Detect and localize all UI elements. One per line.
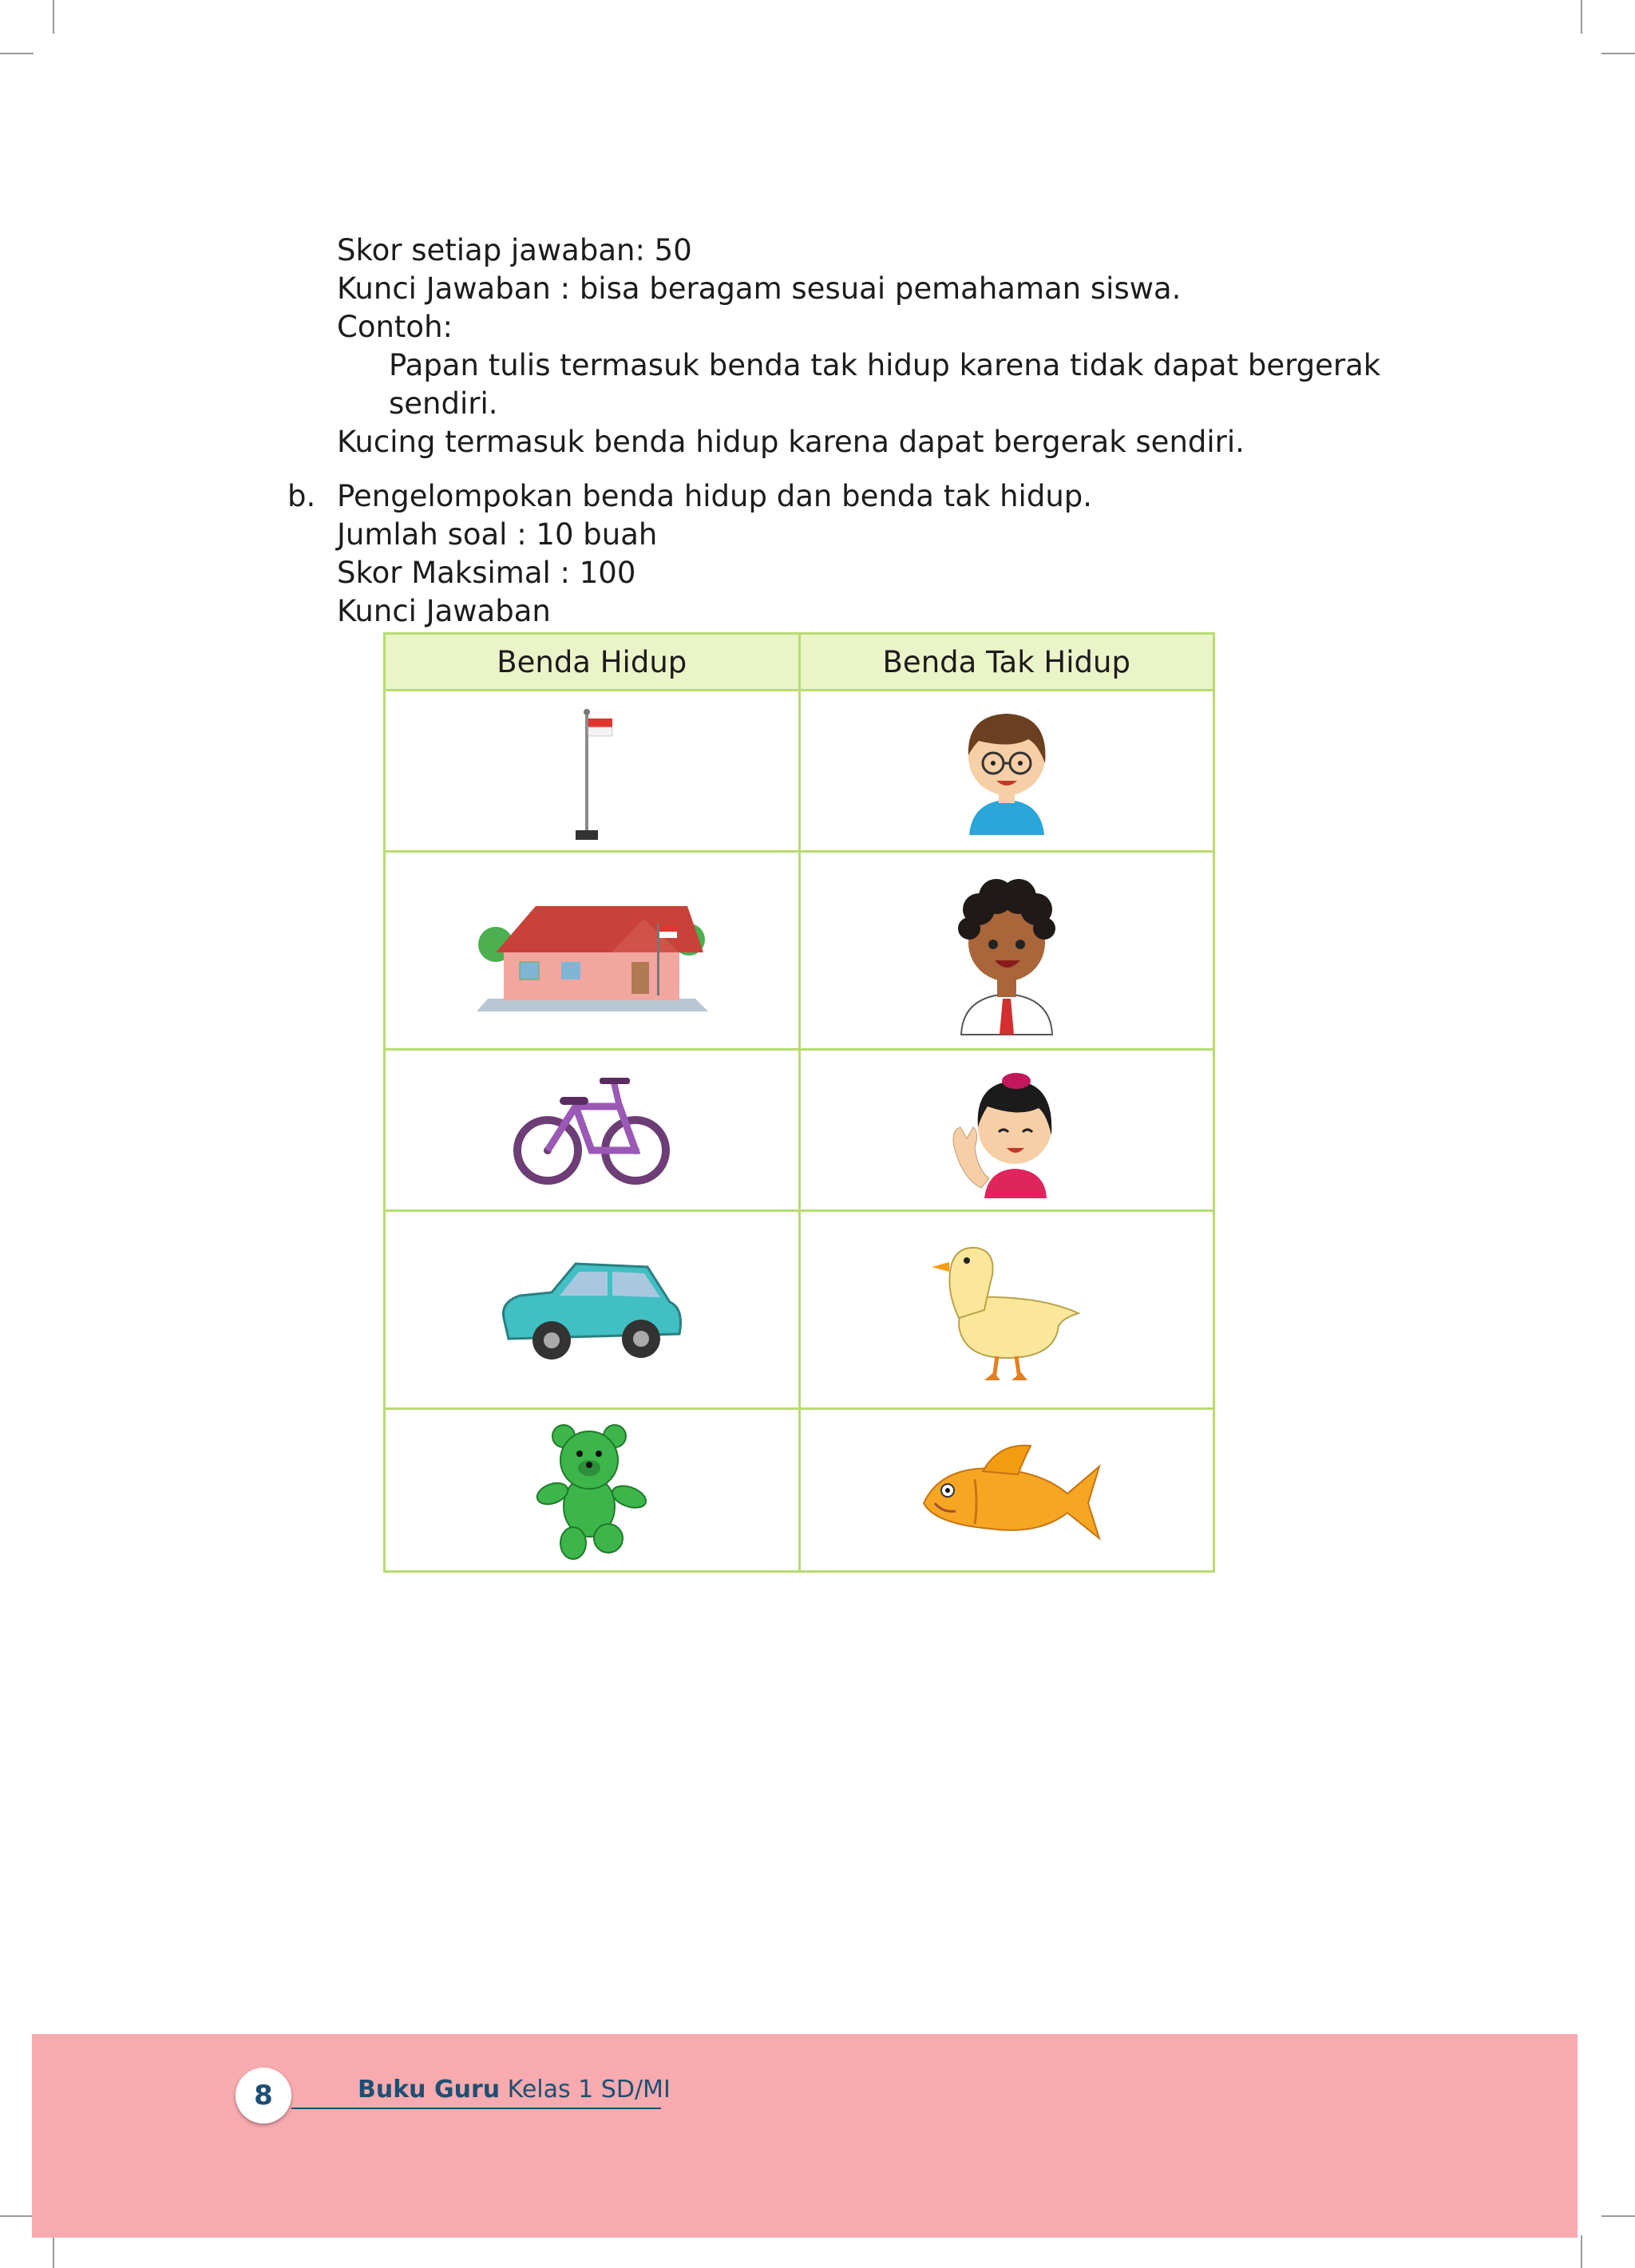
- crop-mark: [1601, 2215, 1635, 2217]
- table-header-row: [385, 634, 1214, 691]
- table-cell: [799, 852, 1214, 1050]
- bicycle-icon: [512, 1067, 671, 1194]
- teddy-bear-icon: [532, 1419, 651, 1562]
- table-row: [385, 1409, 1214, 1572]
- school-building-icon: [472, 879, 711, 1023]
- score-text: Skor setiap jawaban: 50: [337, 233, 692, 267]
- crop-mark: [1581, 2235, 1582, 2268]
- crop-mark: [0, 53, 34, 54]
- duck-icon: [927, 1230, 1087, 1390]
- book-title: [358, 2076, 671, 2104]
- boy-curly-hair-icon: [947, 863, 1067, 1039]
- table-cell: [385, 1409, 800, 1572]
- max-score: Skor Maksimal : 100: [337, 556, 636, 590]
- crop-mark: [1601, 53, 1635, 54]
- header-benda-hidup: Benda Hidup: [385, 634, 800, 691]
- car-icon: [496, 1246, 687, 1374]
- table-cell: [799, 1409, 1214, 1572]
- example-text-1: Papan tulis termasuk benda tak hidup karena tidak dapat bergerak: [389, 348, 1381, 382]
- section-title: Pengelompokan benda hidup dan benda tak hidup.: [337, 479, 1093, 513]
- header-benda-tak-hidup: Benda Tak Hidup: [799, 634, 1214, 691]
- question-count: Jumlah soal : 10 buah: [337, 517, 658, 552]
- girl-waving-icon: [943, 1059, 1071, 1202]
- table-cell: [385, 1211, 800, 1409]
- table-row: [385, 852, 1214, 1050]
- book-title-bold: Buku Guru: [358, 2076, 501, 2104]
- table-cell: [385, 1050, 800, 1211]
- table-cell: [799, 1211, 1214, 1409]
- footer-band: [32, 2034, 1578, 2238]
- book-title-rest: Kelas 1 SD/MI: [500, 2076, 671, 2104]
- flag-pole-icon: [552, 699, 631, 843]
- table-cell: [385, 852, 800, 1050]
- example-label: Contoh:: [337, 310, 453, 344]
- page-number: 8: [236, 2068, 291, 2124]
- example-text-2: Kucing termasuk benda hidup karena dapat bergerak sendiri.: [337, 425, 1245, 459]
- fish-icon: [911, 1427, 1103, 1554]
- answer-key-label: Kunci Jawaban: [337, 594, 551, 628]
- footer-underline: [291, 2108, 661, 2109]
- crop-mark: [53, 0, 54, 34]
- table-row: [385, 1050, 1214, 1211]
- crop-mark: [53, 2235, 54, 2268]
- answer-key-note: Kunci Jawaban : bisa beragam sesuai pemahaman siswa.: [337, 271, 1182, 306]
- table-row: [385, 1211, 1214, 1409]
- table-cell: [799, 1050, 1214, 1211]
- table-cell: [799, 691, 1214, 852]
- boy-glasses-icon: [955, 699, 1059, 843]
- answer-table: [383, 632, 1215, 1573]
- table-cell: [385, 691, 800, 852]
- table-row: [385, 691, 1214, 852]
- crop-mark: [1581, 0, 1582, 34]
- crop-mark: [0, 2215, 34, 2217]
- section-marker: b.: [287, 479, 316, 513]
- example-text-1-cont: sendiri.: [389, 386, 498, 421]
